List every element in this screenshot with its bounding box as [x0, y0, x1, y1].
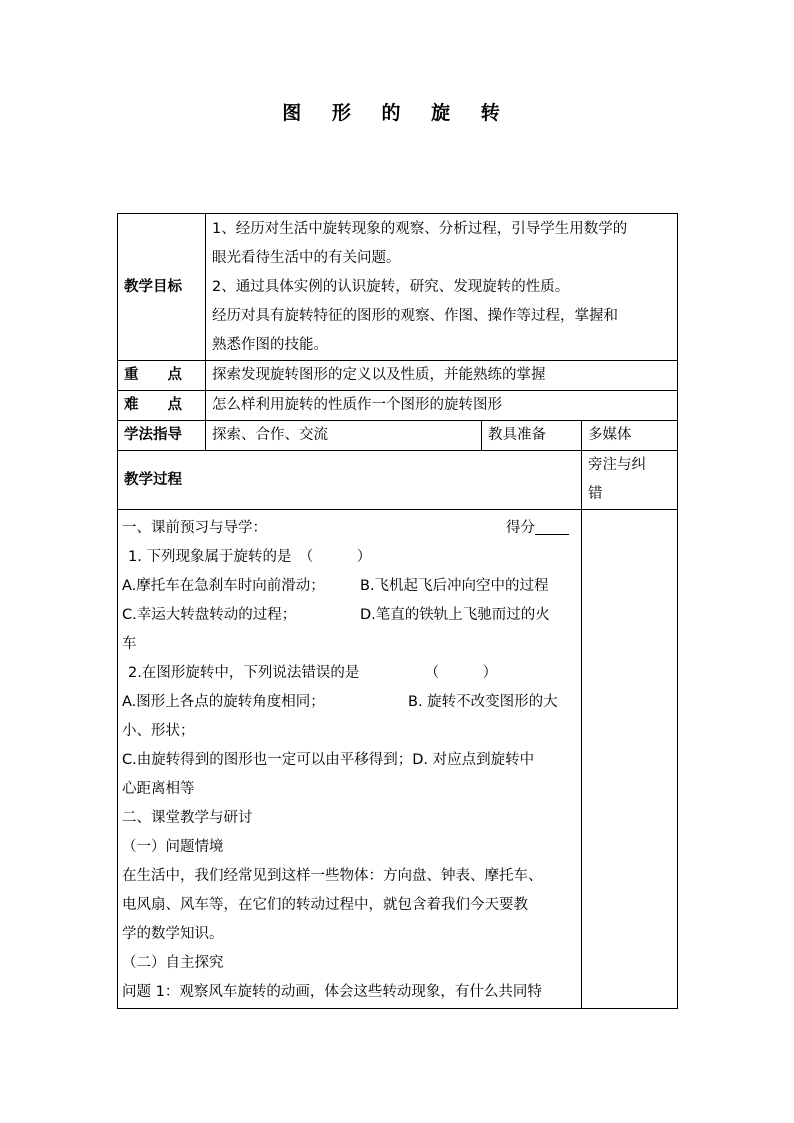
objectives-line-5: 熟悉作图的技能。	[212, 336, 328, 353]
q1-options-cd	[122, 601, 577, 630]
side-notes-label	[582, 451, 678, 510]
process-content-row	[118, 510, 678, 1009]
q1-option-d: D.笔直的铁轨上飞驰而过的火	[360, 607, 550, 623]
process-label: 教学过程	[118, 451, 582, 510]
side-notes-line-2: 错	[588, 486, 603, 502]
process-header-row	[118, 451, 678, 510]
problem-1: 问题 1：观察风车旋转的动画，体会这些转动现象，有什么共同特	[122, 984, 542, 1000]
q2-option-b-cont: 小、形状；	[122, 723, 195, 739]
tools-value: 多媒体	[582, 421, 678, 451]
difficulty-row	[118, 391, 678, 421]
q1-option-c: C.幸运大转盘转动的过程；	[122, 607, 297, 623]
process-content	[118, 510, 582, 1009]
q2-option-d-cont: 心距离相等	[122, 781, 195, 797]
method-row	[118, 421, 678, 451]
key-point-label: 重 点	[118, 361, 206, 391]
method-text: 探索、合作、交流	[206, 421, 482, 451]
q2-options-ab	[122, 688, 577, 717]
objectives-line-2: 眼光看待生活中的有关问题。	[212, 249, 401, 266]
score-label: 得分	[506, 520, 535, 536]
q1-option-a: A.摩托车在急刹车时向前滑动；	[122, 578, 325, 594]
subsection-2-heading: （二）自主探究	[122, 955, 224, 971]
section-1-heading: 一、课前预习与导学：	[122, 520, 267, 536]
paragraph-1-line-3: 学的数学知识。	[122, 926, 224, 942]
q1-option-b: B.飞机起飞后冲向空中的过程	[360, 578, 549, 594]
q2-options-cd: C.由旋转得到的图形也一定可以由平移得到；D. 对应点到旋转中	[122, 752, 535, 768]
question-2: 2.在图形旋转中，下列说法错误的是 （ ）	[128, 665, 498, 681]
difficulty-text: 怎么样利用旋转的性质作一个图形的旋转图形	[206, 391, 678, 421]
page-title: 图 形 的 旋 转	[282, 102, 512, 124]
lesson-plan-table	[117, 213, 678, 1009]
score-blank	[535, 518, 569, 535]
question-1: 1. 下列现象属于旋转的是 （ ）	[128, 549, 372, 565]
score-field	[506, 514, 569, 543]
method-label: 学法指导	[118, 421, 206, 451]
objectives-line-3: 2、通过具体实例的认识旋转，研究、发现旋转的性质。	[212, 278, 570, 295]
objectives-cell	[206, 214, 678, 361]
side-notes-cell	[582, 510, 678, 1009]
key-point-text: 探索发现旋转图形的定义以及性质，并能熟练的掌握	[206, 361, 678, 391]
section-2-heading: 二、课堂教学与研讨	[122, 810, 253, 826]
q2-option-a: A.图形上各点的旋转角度相同；	[122, 694, 325, 710]
q2-option-b: B. 旋转不改变图形的大	[408, 694, 558, 710]
objectives-row	[118, 214, 678, 361]
paragraph-1-line-2: 电风扇、风车等，在它们的转动过程中，就包含着我们今天要教	[122, 897, 528, 913]
q1-option-d-cont: 车	[122, 636, 137, 652]
objectives-line-4: 经历对具有旋转特征的图形的观察、作图、操作等过程，掌握和	[212, 307, 618, 324]
tools-label: 教具准备	[482, 421, 582, 451]
paragraph-1-line-1: 在生活中，我们经常见到这样一些物体：方向盘、钟表、摩托车、	[122, 868, 543, 884]
difficulty-label: 难 点	[118, 391, 206, 421]
objectives-line-1: 1、经历对生活中旋转现象的观察、分析过程，引导学生用数学的	[212, 220, 628, 237]
q1-options-ab	[122, 572, 577, 601]
side-notes-line-1: 旁注与纠	[588, 457, 646, 473]
subsection-1-heading: （一）问题情境	[122, 839, 224, 855]
key-point-row	[118, 361, 678, 391]
objectives-label: 教学目标	[118, 214, 206, 361]
section-1-line	[122, 514, 577, 543]
